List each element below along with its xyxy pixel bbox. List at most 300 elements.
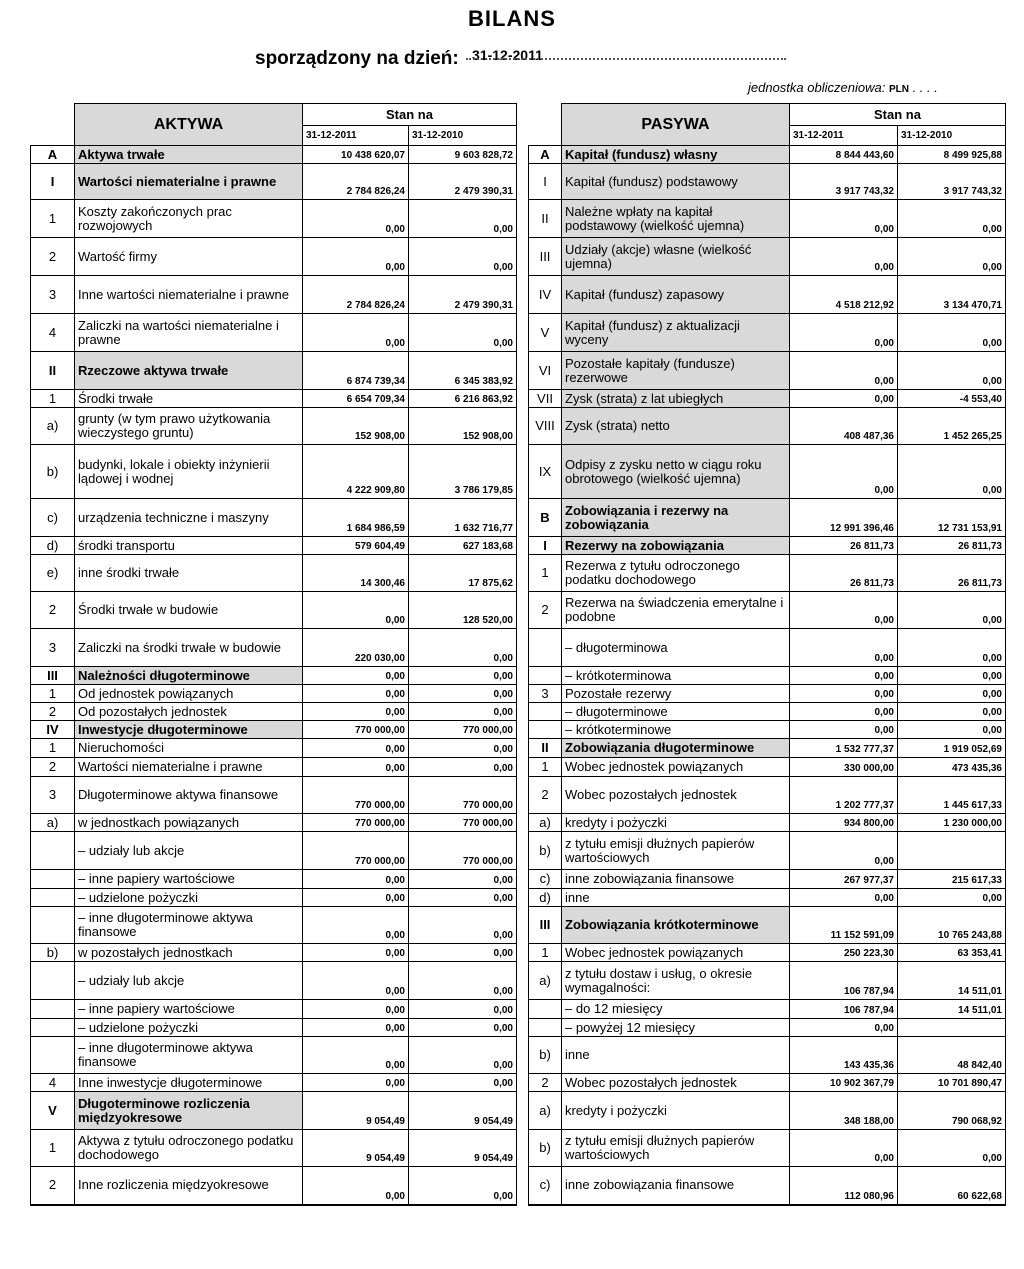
row-code: b) <box>529 1130 562 1167</box>
row-code: III <box>529 907 562 944</box>
table-row <box>529 870 1006 889</box>
liabilities-blank-cell <box>529 104 562 146</box>
row-code: 1 <box>529 944 562 962</box>
row-label: – długoterminowa <box>562 629 790 667</box>
assets-rows <box>31 146 517 1205</box>
row-value-2011: 1 532 777,37 <box>790 739 898 758</box>
row-label: Zobowiązania i rezerwy na zobowiązania <box>562 499 790 537</box>
row-code: IV <box>529 276 562 314</box>
table-row <box>529 907 1006 944</box>
table-row <box>529 1074 1006 1092</box>
row-value-2010: 0,00 <box>898 314 1006 352</box>
row-value-2011: 0,00 <box>790 832 898 870</box>
row-code <box>31 962 75 1000</box>
row-value-2010: 0,00 <box>898 592 1006 629</box>
row-code <box>31 870 75 889</box>
row-value-2011: 152 908,00 <box>303 408 409 445</box>
table-row <box>529 1092 1006 1130</box>
row-value-2010: 1 452 265,25 <box>898 408 1006 445</box>
row-value-2011: 143 435,36 <box>790 1037 898 1074</box>
liabilities-stan-na: Stan na <box>790 104 1006 126</box>
row-value-2010: 0,00 <box>409 889 517 907</box>
row-value-2010: 0,00 <box>898 445 1006 499</box>
row-value-2010: 0,00 <box>898 352 1006 390</box>
table-row <box>31 685 517 703</box>
unit-value: PLN <box>888 84 909 95</box>
table-row <box>31 629 517 667</box>
row-label: Zobowiązania krótkoterminowe <box>562 907 790 944</box>
row-code: VI <box>529 352 562 390</box>
table-row <box>529 352 1006 390</box>
row-code: I <box>31 164 75 200</box>
liabilities-table <box>528 103 1006 1206</box>
table-row <box>31 445 517 499</box>
row-value-2011: 0,00 <box>790 200 898 238</box>
row-code: VII <box>529 390 562 408</box>
liabilities-rows <box>529 146 1006 1205</box>
table-row <box>31 1037 517 1074</box>
row-value-2011: 0,00 <box>790 445 898 499</box>
row-value-2011: 0,00 <box>303 1037 409 1074</box>
table-row <box>529 390 1006 408</box>
row-label: inne <box>562 889 790 907</box>
row-label: inne <box>562 1037 790 1074</box>
row-value-2010: 0,00 <box>409 1074 517 1092</box>
row-value-2011: 0,00 <box>303 314 409 352</box>
row-value-2010: 3 917 743,32 <box>898 164 1006 200</box>
table-row <box>31 352 517 390</box>
dotted-line <box>466 58 786 60</box>
table-row <box>31 238 517 276</box>
row-label: Wartość firmy <box>75 238 303 276</box>
row-value-2010: 770 000,00 <box>409 814 517 832</box>
table-row <box>529 592 1006 629</box>
row-label: inne środki trwałe <box>75 555 303 592</box>
table-row <box>529 629 1006 667</box>
row-label: inne zobowiązania finansowe <box>562 870 790 889</box>
table-row <box>529 944 1006 962</box>
row-value-2011: 0,00 <box>303 685 409 703</box>
row-code: 1 <box>529 758 562 777</box>
row-value-2010: 770 000,00 <box>409 721 517 739</box>
row-value-2011: 0,00 <box>303 703 409 721</box>
row-label: Zaliczki na wartości niematerialne i prawne <box>75 314 303 352</box>
row-value-2011: 14 300,46 <box>303 555 409 592</box>
row-value-2011: 770 000,00 <box>303 832 409 870</box>
row-value-2011: 0,00 <box>790 667 898 685</box>
row-value-2010: 0,00 <box>409 1037 517 1074</box>
row-value-2011: 106 787,94 <box>790 1000 898 1019</box>
table-row <box>31 1167 517 1205</box>
date-label: sporządzony na dzień: <box>255 48 459 69</box>
row-label: – krótkoterminowe <box>562 721 790 739</box>
row-code: 2 <box>529 777 562 814</box>
row-label: Długoterminowe aktywa finansowe <box>75 777 303 814</box>
table-row <box>31 1130 517 1167</box>
liabilities-heading: PASYWA <box>562 104 790 146</box>
unit-dots: . . . . <box>912 80 938 95</box>
row-value-2010: 14 511,01 <box>898 962 1006 1000</box>
row-value-2010: 0,00 <box>898 685 1006 703</box>
row-value-2011: 1 202 777,37 <box>790 777 898 814</box>
row-value-2011: 0,00 <box>303 1167 409 1205</box>
row-label: w jednostkach powiązanych <box>75 814 303 832</box>
row-value-2010: 0,00 <box>409 629 517 667</box>
row-label: Wobec pozostałych jednostek <box>562 1074 790 1092</box>
table-row <box>31 667 517 685</box>
row-value-2011: 0,00 <box>303 870 409 889</box>
liabilities-col1-header: 31-12-2011 <box>790 126 898 146</box>
table-row <box>31 870 517 889</box>
row-label: – udzielone pożyczki <box>75 1019 303 1037</box>
row-value-2011: 0,00 <box>790 390 898 408</box>
table-row <box>529 685 1006 703</box>
row-label: urządzenia techniczne i maszyny <box>75 499 303 537</box>
table-row <box>529 1037 1006 1074</box>
date-value: 31-12-2011 <box>472 47 543 63</box>
row-code: II <box>529 200 562 238</box>
row-label: Zysk (strata) z lat ubiegłych <box>562 390 790 408</box>
row-label: Rezerwa na świadczenia emerytalne i podobne <box>562 592 790 629</box>
row-value-2010: 10 765 243,88 <box>898 907 1006 944</box>
table-row <box>31 777 517 814</box>
row-label: – inne długoterminowe aktywa finansowe <box>75 907 303 944</box>
row-value-2010: 3 134 470,71 <box>898 276 1006 314</box>
row-label: – do 12 miesięcy <box>562 1000 790 1019</box>
row-value-2011: 0,00 <box>303 1000 409 1019</box>
table-row <box>529 408 1006 445</box>
row-code: c) <box>529 1167 562 1205</box>
row-label: kredyty i pożyczki <box>562 814 790 832</box>
row-label: Wobec jednostek powiązanych <box>562 944 790 962</box>
table-row <box>31 499 517 537</box>
row-code: b) <box>31 445 75 499</box>
row-label: Wobec jednostek powiązanych <box>562 758 790 777</box>
table-row <box>31 276 517 314</box>
row-code: I <box>529 164 562 200</box>
table-row <box>31 146 517 164</box>
row-label: Zobowiązania długoterminowe <box>562 739 790 758</box>
row-label: – inne długoterminowe aktywa finansowe <box>75 1037 303 1074</box>
row-code: V <box>529 314 562 352</box>
row-value-2011: 770 000,00 <box>303 721 409 739</box>
row-value-2011: 26 811,73 <box>790 555 898 592</box>
row-value-2011: 0,00 <box>303 758 409 777</box>
row-code <box>31 907 75 944</box>
table-row <box>31 962 517 1000</box>
row-value-2010: 6 345 383,92 <box>409 352 517 390</box>
row-code: c) <box>31 499 75 537</box>
table-row <box>529 314 1006 352</box>
row-value-2010: 3 786 179,85 <box>409 445 517 499</box>
row-value-2011: 0,00 <box>790 629 898 667</box>
table-row <box>31 907 517 944</box>
unit-line <box>748 80 938 95</box>
row-code: a) <box>529 962 562 1000</box>
assets-col1-header: 31-12-2011 <box>303 126 409 146</box>
row-label: Rezerwa z tytułu odroczonego podatku dochodowego <box>562 555 790 592</box>
row-code: VIII <box>529 408 562 445</box>
table-row <box>529 200 1006 238</box>
row-value-2010: 17 875,62 <box>409 555 517 592</box>
table-row <box>31 314 517 352</box>
row-value-2010: 0,00 <box>409 200 517 238</box>
row-code: B <box>529 499 562 537</box>
row-code: 2 <box>31 1167 75 1205</box>
row-label: z tytułu emisji dłużnych papierów wartościowych <box>562 832 790 870</box>
row-label: Rezerwy na zobowiązania <box>562 537 790 555</box>
table-row <box>31 592 517 629</box>
row-value-2011: 0,00 <box>790 592 898 629</box>
table-row <box>529 555 1006 592</box>
row-value-2010 <box>898 832 1006 870</box>
row-value-2011: 0,00 <box>303 238 409 276</box>
row-value-2011: 6 654 709,34 <box>303 390 409 408</box>
row-value-2010: 0,00 <box>409 703 517 721</box>
row-value-2010: 0,00 <box>898 629 1006 667</box>
row-label: Długoterminowe rozliczenia międzyokresowe <box>75 1092 303 1130</box>
row-label: Inne wartości niematerialne i prawne <box>75 276 303 314</box>
row-code <box>31 1019 75 1037</box>
row-label: Nieruchomości <box>75 739 303 758</box>
row-label: – udziały lub akcje <box>75 962 303 1000</box>
row-value-2010: 0,00 <box>409 944 517 962</box>
row-label: Kapitał (fundusz) zapasowy <box>562 276 790 314</box>
table-row <box>529 1130 1006 1167</box>
row-value-2011: 330 000,00 <box>790 758 898 777</box>
row-label: Zysk (strata) netto <box>562 408 790 445</box>
row-value-2010: 627 183,68 <box>409 537 517 555</box>
row-label: – powyżej 12 miesięcy <box>562 1019 790 1037</box>
row-code: A <box>31 146 75 164</box>
row-label: Wartości niematerialne i prawne <box>75 164 303 200</box>
row-value-2010: 0,00 <box>898 1130 1006 1167</box>
row-label: Środki trwałe w budowie <box>75 592 303 629</box>
row-value-2010: -4 553,40 <box>898 390 1006 408</box>
row-value-2011: 10 902 367,79 <box>790 1074 898 1092</box>
row-value-2011: 6 874 739,34 <box>303 352 409 390</box>
row-value-2011: 2 784 826,24 <box>303 276 409 314</box>
row-value-2011: 112 080,96 <box>790 1167 898 1205</box>
row-value-2011: 770 000,00 <box>303 777 409 814</box>
table-row <box>529 777 1006 814</box>
row-value-2011: 348 188,00 <box>790 1092 898 1130</box>
row-label: – udzielone pożyczki <box>75 889 303 907</box>
row-value-2011: 26 811,73 <box>790 537 898 555</box>
row-value-2010: 0,00 <box>409 667 517 685</box>
row-value-2011: 0,00 <box>790 889 898 907</box>
row-value-2011: 0,00 <box>790 703 898 721</box>
row-code <box>529 667 562 685</box>
table-row <box>529 667 1006 685</box>
row-code: 1 <box>31 390 75 408</box>
row-code: III <box>31 667 75 685</box>
row-value-2010: 770 000,00 <box>409 777 517 814</box>
row-value-2010: 0,00 <box>409 1019 517 1037</box>
row-value-2011: 0,00 <box>303 739 409 758</box>
row-value-2011: 0,00 <box>303 1019 409 1037</box>
row-value-2010: 6 216 863,92 <box>409 390 517 408</box>
row-label: budynki, lokale i obiekty inżynierii lądowej i wodnej <box>75 445 303 499</box>
row-label: Kapitał (fundusz) podstawowy <box>562 164 790 200</box>
row-value-2010: 0,00 <box>898 200 1006 238</box>
row-value-2011: 579 604,49 <box>303 537 409 555</box>
row-code: 1 <box>31 685 75 703</box>
row-label: środki transportu <box>75 537 303 555</box>
row-value-2011: 0,00 <box>303 667 409 685</box>
row-code <box>529 1019 562 1037</box>
row-value-2010: 0,00 <box>898 889 1006 907</box>
row-code: IV <box>31 721 75 739</box>
row-code: a) <box>529 814 562 832</box>
row-value-2010: 9 603 828,72 <box>409 146 517 164</box>
row-label: – długoterminowe <box>562 703 790 721</box>
row-value-2011: 0,00 <box>790 1019 898 1037</box>
row-code: 3 <box>529 685 562 703</box>
row-code <box>529 629 562 667</box>
row-value-2011: 0,00 <box>303 944 409 962</box>
row-code: II <box>31 352 75 390</box>
assets-table <box>30 103 517 1206</box>
row-value-2011: 9 054,49 <box>303 1092 409 1130</box>
row-label: Należne wpłaty na kapitał podstawowy (wielkość ujemna) <box>562 200 790 238</box>
row-value-2010: 0,00 <box>409 1167 517 1205</box>
row-label: Zaliczki na środki trwałe w budowie <box>75 629 303 667</box>
row-code <box>31 1000 75 1019</box>
assets-heading: AKTYWA <box>75 104 303 146</box>
row-label: Inwestycje długoterminowe <box>75 721 303 739</box>
page-title: BILANS <box>468 6 556 31</box>
row-code: 3 <box>31 777 75 814</box>
row-code: 2 <box>31 592 75 629</box>
row-label: Inne inwestycje długoterminowe <box>75 1074 303 1092</box>
row-value-2011: 106 787,94 <box>790 962 898 1000</box>
row-code: 2 <box>529 1074 562 1092</box>
table-row <box>529 758 1006 777</box>
table-row <box>529 238 1006 276</box>
row-label: w pozostałych jednostkach <box>75 944 303 962</box>
row-label: Inne rozliczenia międzyokresowe <box>75 1167 303 1205</box>
row-label: Środki trwałe <box>75 390 303 408</box>
row-value-2011: 8 844 443,60 <box>790 146 898 164</box>
row-code: 1 <box>31 739 75 758</box>
row-value-2010: 10 701 890,47 <box>898 1074 1006 1092</box>
row-code: c) <box>529 870 562 889</box>
row-code: 1 <box>31 200 75 238</box>
table-row <box>529 1019 1006 1037</box>
row-value-2010: 12 731 153,91 <box>898 499 1006 537</box>
row-label: grunty (w tym prawo użytkowania wieczystego gruntu) <box>75 408 303 445</box>
row-value-2010: 0,00 <box>898 721 1006 739</box>
row-value-2010: 0,00 <box>409 907 517 944</box>
row-value-2011: 12 991 396,46 <box>790 499 898 537</box>
row-value-2011: 3 917 743,32 <box>790 164 898 200</box>
row-value-2011: 934 800,00 <box>790 814 898 832</box>
row-value-2010: 0,00 <box>409 962 517 1000</box>
table-row <box>529 537 1006 555</box>
table-row <box>31 758 517 777</box>
row-value-2010: 26 811,73 <box>898 537 1006 555</box>
table-row <box>31 721 517 739</box>
row-value-2011: 0,00 <box>790 352 898 390</box>
row-value-2011: 2 784 826,24 <box>303 164 409 200</box>
row-value-2010: 0,00 <box>898 238 1006 276</box>
row-code: e) <box>31 555 75 592</box>
row-value-2011: 0,00 <box>790 238 898 276</box>
row-value-2010: 1 919 052,69 <box>898 739 1006 758</box>
row-value-2010: 0,00 <box>898 703 1006 721</box>
row-label: Od pozostałych jednostek <box>75 703 303 721</box>
table-row <box>529 962 1006 1000</box>
row-label: z tytułu dostaw i usług, o okresie wymagalności: <box>562 962 790 1000</box>
table-row <box>31 200 517 238</box>
table-row <box>31 390 517 408</box>
table-row <box>529 832 1006 870</box>
table-row <box>529 889 1006 907</box>
row-value-2010: 14 511,01 <box>898 1000 1006 1019</box>
row-value-2010: 128 520,00 <box>409 592 517 629</box>
row-label: – inne papiery wartościowe <box>75 870 303 889</box>
row-code <box>31 889 75 907</box>
row-code: A <box>529 146 562 164</box>
assets-stan-na: Stan na <box>303 104 517 126</box>
unit-label: jednostka obliczeniowa: <box>748 80 886 95</box>
row-code <box>529 1000 562 1019</box>
row-value-2011: 4 518 212,92 <box>790 276 898 314</box>
row-value-2010: 8 499 925,88 <box>898 146 1006 164</box>
row-value-2011: 0,00 <box>303 200 409 238</box>
row-value-2010: 152 908,00 <box>409 408 517 445</box>
row-code: 2 <box>31 703 75 721</box>
row-code <box>529 721 562 739</box>
liabilities-col2-header: 31-12-2010 <box>898 126 1006 146</box>
row-label: Aktywa trwałe <box>75 146 303 164</box>
row-label: – krótkoterminowa <box>562 667 790 685</box>
row-code: I <box>529 537 562 555</box>
row-code: II <box>529 739 562 758</box>
table-row <box>31 1000 517 1019</box>
table-row <box>31 814 517 832</box>
row-code: b) <box>31 944 75 962</box>
row-value-2011: 0,00 <box>303 1074 409 1092</box>
row-value-2011: 9 054,49 <box>303 1130 409 1167</box>
row-value-2010 <box>898 1019 1006 1037</box>
row-value-2010: 0,00 <box>409 758 517 777</box>
row-value-2011: 4 222 909,80 <box>303 445 409 499</box>
row-value-2010: 790 068,92 <box>898 1092 1006 1130</box>
row-code: d) <box>31 537 75 555</box>
table-row <box>31 164 517 200</box>
row-label: Aktywa z tytułu odroczonego podatku dochodowego <box>75 1130 303 1167</box>
row-label: Wartości niematerialne i prawne <box>75 758 303 777</box>
row-value-2011: 0,00 <box>790 721 898 739</box>
row-code: 3 <box>31 629 75 667</box>
row-value-2010: 2 479 390,31 <box>409 164 517 200</box>
row-label: Należności długoterminowe <box>75 667 303 685</box>
row-value-2010: 2 479 390,31 <box>409 276 517 314</box>
row-value-2011: 0,00 <box>790 685 898 703</box>
row-code: a) <box>31 408 75 445</box>
row-label: Od jednostek powiązanych <box>75 685 303 703</box>
row-value-2010: 60 622,68 <box>898 1167 1006 1205</box>
row-value-2011: 267 977,37 <box>790 870 898 889</box>
row-value-2010: 1 230 000,00 <box>898 814 1006 832</box>
row-value-2011: 0,00 <box>790 1130 898 1167</box>
row-value-2010: 1 632 716,77 <box>409 499 517 537</box>
row-code: 1 <box>529 555 562 592</box>
row-value-2011: 770 000,00 <box>303 814 409 832</box>
table-row <box>31 555 517 592</box>
